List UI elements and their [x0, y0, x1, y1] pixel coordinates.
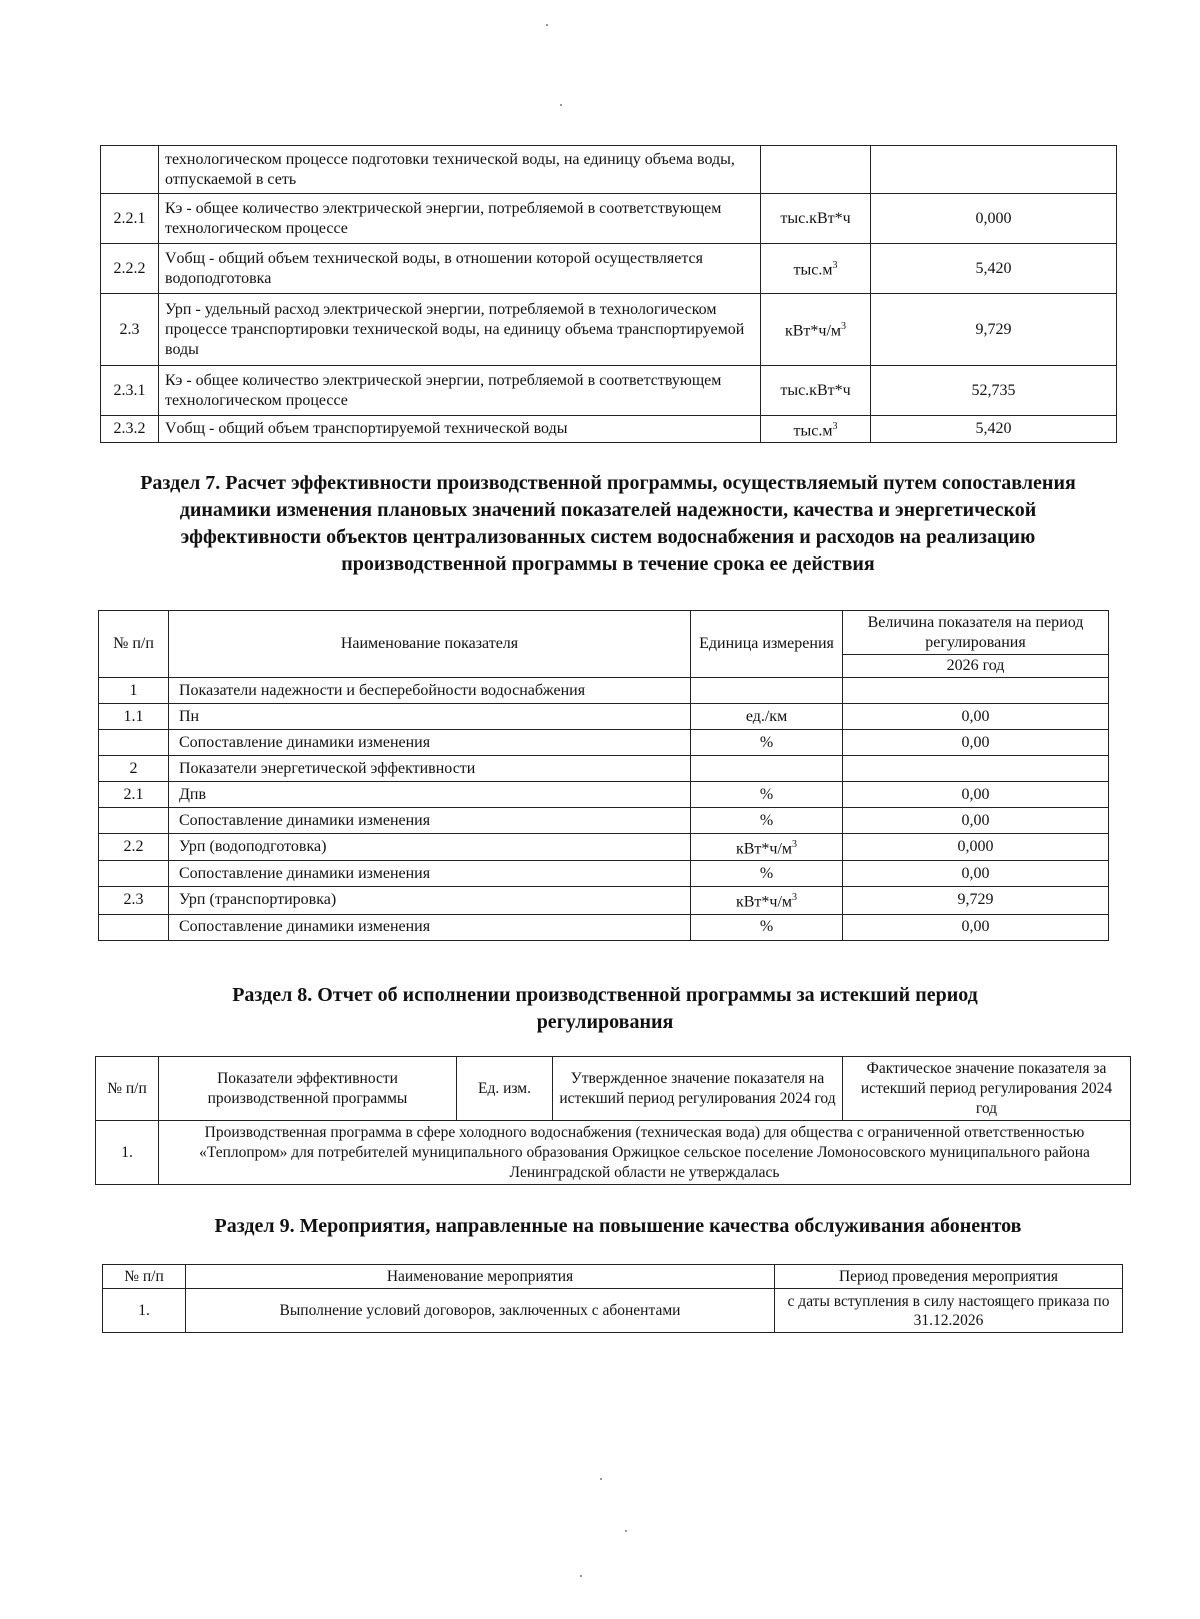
- measures-table: [102, 1264, 1123, 1333]
- indicator-value: 0,00: [843, 861, 1109, 887]
- row-num: 1.: [96, 1121, 159, 1185]
- indicator-name: Урп (водоподготовка): [169, 834, 691, 861]
- unit-cell: [691, 887, 843, 914]
- header-unit: Единица измерения: [691, 611, 843, 678]
- header-num: № п/п: [96, 1057, 159, 1121]
- header-actual-value: Фактическое значение показателя за истекший период регулирования 2024 год: [843, 1057, 1131, 1121]
- indicator-value: 0,000: [843, 834, 1109, 861]
- row-num: [101, 146, 159, 194]
- efficiency-calculation-table: [98, 610, 1109, 941]
- row-num: 2: [99, 756, 169, 782]
- table-row: [99, 887, 1109, 914]
- execution-report-table: [95, 1056, 1131, 1185]
- row-num: 2.3.1: [101, 366, 159, 416]
- unit-superscript: 3: [832, 421, 838, 432]
- indicator-value: 0,00: [843, 704, 1109, 730]
- indicator-name: Сопоставление динамики изменения: [169, 730, 691, 756]
- unit-text: %: [759, 733, 774, 751]
- unit-text: тыс.м: [793, 261, 833, 279]
- table-row: [101, 416, 1117, 443]
- header-year: 2026 год: [843, 655, 1109, 678]
- header-num: № п/п: [103, 1265, 186, 1289]
- indicator-name: Кэ - общее количество электрической энергии, потребляемой в соответствующем технологическом процессе: [159, 194, 761, 244]
- indicator-name: Пн: [169, 704, 691, 730]
- row-num: 2.3.2: [101, 416, 159, 443]
- table-row: [99, 914, 1109, 940]
- indicator-value: [843, 678, 1109, 704]
- scan-speck: [600, 1478, 602, 1480]
- row-num: 2.3: [101, 294, 159, 366]
- indicator-name: Дпв: [169, 782, 691, 808]
- table-row: [101, 146, 1117, 194]
- table-row: [99, 730, 1109, 756]
- unit-cell: [761, 416, 871, 443]
- indicator-value: 0,00: [843, 914, 1109, 940]
- unit-text: %: [759, 918, 774, 936]
- indicator-value: 9,729: [871, 294, 1117, 366]
- indicator-value: 5,420: [871, 416, 1117, 443]
- indicator-name: Vобщ - общий объем технической воды, в отношении которой осуществляется водоподготовка: [159, 244, 761, 294]
- table-row: [99, 861, 1109, 887]
- indicator-value: 52,735: [871, 366, 1117, 416]
- row-num: 1.: [103, 1289, 186, 1333]
- indicator-name: Сопоставление динамики изменения: [169, 861, 691, 887]
- indicator-value: 0,000: [871, 194, 1117, 244]
- unit-cell: [691, 756, 843, 782]
- table-row: [101, 194, 1117, 244]
- row-num: [99, 730, 169, 756]
- unit-cell: [691, 678, 843, 704]
- scan-speck: [580, 1575, 582, 1577]
- unit-cell: [761, 146, 871, 194]
- row-num: [99, 914, 169, 940]
- unit-cell: [691, 704, 843, 730]
- indicator-value: [871, 146, 1117, 194]
- unit-text: ед./км: [745, 707, 788, 725]
- table-row: [99, 704, 1109, 730]
- unit-cell: [761, 366, 871, 416]
- unit-superscript: 3: [792, 839, 798, 850]
- section8-heading: Раздел 8. Отчет об исполнении производственной программы за истекший период регулирования: [232, 984, 978, 1033]
- indicator-name: Урп (транспортировка): [169, 887, 691, 914]
- measure-period: с даты вступления в силу настоящего приказа по 31.12.2026: [775, 1289, 1123, 1333]
- row-num: [99, 808, 169, 834]
- unit-cell: [691, 782, 843, 808]
- unit-superscript: 3: [832, 260, 838, 272]
- indicator-name: Vобщ - общий объем транспортируемой технической воды: [159, 416, 761, 443]
- section9-heading: Раздел 9. Мероприятия, направленные на повышение качества обслуживания абонентов: [214, 1215, 1022, 1237]
- section7-heading: Раздел 7. Расчет эффективности производственной программы, осуществляемый путем сопоставления динамики изменения плановых значений показателей надежности, качества и энергетической эффективности объектов централизованных систем водоснабжения и расходов на реализацию производственной программы в течение срока ее действия: [140, 472, 1076, 575]
- indicator-value: 9,729: [843, 887, 1109, 914]
- indicator-value: [843, 756, 1109, 782]
- unit-superscript: 3: [792, 892, 798, 904]
- unit-cell: [691, 730, 843, 756]
- indicator-value: 0,00: [843, 808, 1109, 834]
- table-row: [101, 294, 1117, 366]
- indicators-table-continued: [100, 145, 1117, 443]
- header-approved-value: Утвержденное значение показателя на истекший период регулирования 2024 год: [553, 1057, 843, 1121]
- unit-cell: [761, 244, 871, 294]
- scan-speck: [625, 1530, 627, 1532]
- header-measure-name: Наименование мероприятия: [186, 1265, 775, 1289]
- header-efficiency-indicators: Показатели эффективности производственной программы: [159, 1057, 457, 1121]
- unit-cell: [761, 194, 871, 244]
- table-row: [99, 808, 1109, 834]
- indicator-name: Показатели энергетической эффективности: [169, 756, 691, 782]
- indicator-value: 5,420: [871, 244, 1117, 294]
- unit-text: кВт*ч/м: [784, 322, 842, 340]
- row-num: 1.1: [99, 704, 169, 730]
- header-indicator-name: Наименование показателя: [169, 611, 691, 678]
- unit-text: %: [759, 811, 774, 829]
- unit-text: кВт*ч/м: [735, 893, 793, 911]
- unit-cell: [691, 834, 843, 861]
- indicator-name: Сопоставление динамики изменения: [169, 914, 691, 940]
- unit-text: %: [759, 785, 774, 803]
- row-num: 2.2.1: [101, 194, 159, 244]
- unit-text: тыс.кВт*ч: [780, 209, 851, 227]
- row-num: 1: [99, 678, 169, 704]
- indicator-name: Показатели надежности и бесперебойности водоснабжения: [169, 678, 691, 704]
- program-not-approved-note: Производственная программа в сфере холодного водоснабжения (техническая вода) для общества с ограниченной ответственностью «Теплопром» для потребителей муниципального образования Оржицкое сельское поселение Ломоносовского муниципального района Ленинградской области не утверждалась: [159, 1121, 1131, 1185]
- row-num: 2.2.2: [101, 244, 159, 294]
- measure-name: Выполнение условий договоров, заключенных с абонентами: [186, 1289, 775, 1333]
- unit-text: тыс.м: [793, 422, 833, 440]
- unit-text: тыс.кВт*ч: [780, 381, 851, 399]
- row-num: [99, 861, 169, 887]
- row-num: 2.1: [99, 782, 169, 808]
- unit-text: %: [759, 864, 774, 882]
- indicator-name: Кэ - общее количество электрической энергии, потребляемой в соответствующем технологическом процессе: [159, 366, 761, 416]
- scan-speck: [546, 24, 548, 26]
- unit-cell: [691, 808, 843, 834]
- scan-speck: [560, 104, 562, 106]
- indicator-name: технологическом процессе подготовки технической воды, на единицу объема воды, отпускаемой в сеть: [159, 146, 761, 194]
- table-row: [101, 366, 1117, 416]
- table-row: [99, 678, 1109, 704]
- table-row: [101, 244, 1117, 294]
- header-value: Величина показателя на период регулирования: [843, 611, 1109, 655]
- table-row: [99, 756, 1109, 782]
- header-unit: Ед. изм.: [457, 1057, 553, 1121]
- indicator-value: 0,00: [843, 730, 1109, 756]
- unit-cell: [761, 294, 871, 366]
- indicator-name: Сопоставление динамики изменения: [169, 808, 691, 834]
- unit-cell: [691, 861, 843, 887]
- row-num: 2.2: [99, 834, 169, 861]
- table-row: [99, 834, 1109, 861]
- header-num: № п/п: [99, 611, 169, 678]
- unit-superscript: 3: [841, 321, 847, 333]
- unit-cell: [691, 914, 843, 940]
- header-period: Период проведения мероприятия: [775, 1265, 1123, 1289]
- indicator-value: 0,00: [843, 782, 1109, 808]
- row-num: 2.3: [99, 887, 169, 914]
- indicator-name: Урп - удельный расход электрической энергии, потребляемой в технологическом процессе транспортировки технической воды, на единицу объема транспортируемой воды: [159, 294, 761, 366]
- table-row: [99, 782, 1109, 808]
- unit-text: кВт*ч/м: [735, 840, 793, 858]
